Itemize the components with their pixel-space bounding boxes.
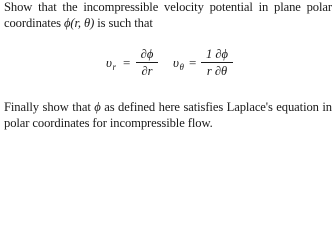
vr-symbol: $\upsilon_r$ xyxy=(106,55,116,72)
equals-sign-1: = xyxy=(123,55,131,70)
fraction-2-denominator: r ∂θ xyxy=(206,64,228,78)
vr-subscript: r xyxy=(112,62,116,72)
equals-sign-2: = xyxy=(189,55,197,70)
fraction-dphi-dr xyxy=(135,47,159,79)
fraction-2-numerator: 1 ∂ϕ xyxy=(205,47,229,61)
closing-text-post: as defined here satisfies Laplace's equation in polar coordinates for incompressible flow. xyxy=(4,100,332,130)
closing-paragraph xyxy=(4,100,332,131)
phi-r-theta-expression: ϕ(r, θ) xyxy=(64,15,95,30)
vtheta-subscript: θ xyxy=(179,62,184,72)
fraction-1-denominator: ∂r xyxy=(141,64,153,78)
fraction-one-over-r-dphi-dtheta xyxy=(200,47,234,79)
vtheta-symbol: $\upsilon_\theta$ xyxy=(173,55,184,72)
intro-paragraph xyxy=(4,0,332,31)
intro-text-pre: Show that the incompressible velocity potential in plane polar coordinates xyxy=(4,0,332,30)
intro-text-post: is such that xyxy=(94,15,153,30)
fraction-1-numerator: ∂ϕ xyxy=(140,47,154,61)
phi-symbol: ϕ xyxy=(94,100,101,114)
velocity-equations xyxy=(0,46,336,90)
closing-text-pre: Finally show that xyxy=(4,100,95,114)
